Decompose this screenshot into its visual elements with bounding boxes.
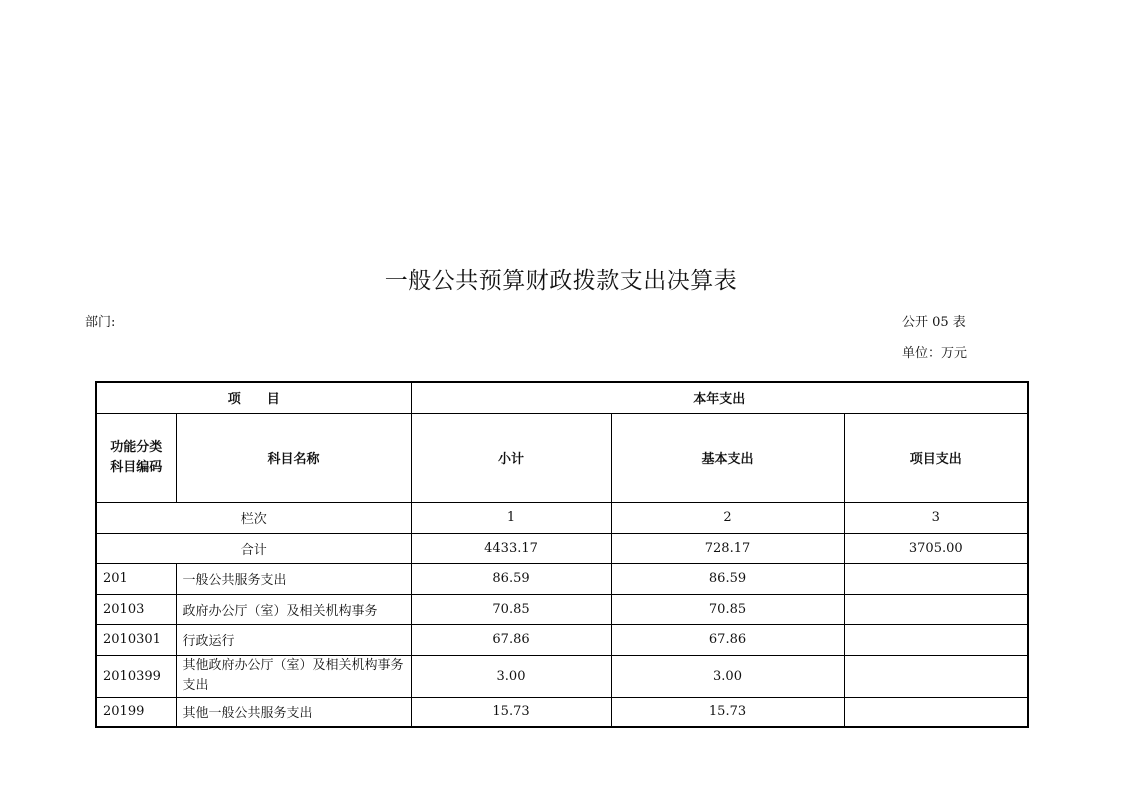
- table-row: [96, 594, 1028, 624]
- row-code: 201: [96, 563, 176, 594]
- table-row: [96, 624, 1028, 655]
- column-number-1: 1: [411, 502, 611, 533]
- row-code: 20103: [96, 594, 176, 624]
- row-code: 2010301: [96, 624, 176, 655]
- header-item: 项 目: [96, 382, 411, 413]
- form-number: 公开 05 表: [902, 315, 966, 330]
- table-row: [96, 697, 1028, 727]
- row-subtotal: 86.59: [411, 563, 611, 594]
- row-subtotal: 3.00: [411, 655, 611, 697]
- total-row: [96, 533, 1028, 563]
- header-name: 科目名称: [176, 413, 411, 502]
- row-name: 其他一般公共服务支出: [176, 697, 411, 727]
- row-basic: 15.73: [611, 697, 844, 727]
- total-project: 3705.00: [844, 533, 1028, 563]
- column-number-3: 3: [844, 502, 1028, 533]
- table-row: [96, 563, 1028, 594]
- total-label: 合计: [96, 533, 411, 563]
- row-project: [844, 697, 1028, 727]
- row-project: [844, 624, 1028, 655]
- row-name: 其他政府办公厅（室）及相关机构事务支出: [176, 655, 411, 697]
- row-basic: 3.00: [611, 655, 844, 697]
- row-code: 2010399: [96, 655, 176, 697]
- row-project: [844, 563, 1028, 594]
- document-title: 一般公共预算财政拨款支出决算表: [384, 268, 738, 294]
- row-subtotal: 70.85: [411, 594, 611, 624]
- column-number-label: 栏次: [96, 502, 411, 533]
- header-basic: 基本支出: [611, 413, 844, 502]
- row-subtotal: 15.73: [411, 697, 611, 727]
- header-code: 功能分类科目编码: [96, 413, 176, 502]
- row-basic: 86.59: [611, 563, 844, 594]
- header-project: 项目支出: [844, 413, 1028, 502]
- row-name: 一般公共服务支出: [176, 563, 411, 594]
- row-name: 行政运行: [176, 624, 411, 655]
- column-number-2: 2: [611, 502, 844, 533]
- expenditure-table: [95, 381, 1029, 728]
- header-row-2: [96, 413, 1028, 502]
- total-basic: 728.17: [611, 533, 844, 563]
- total-subtotal: 4433.17: [411, 533, 611, 563]
- header-subtotal: 小计: [411, 413, 611, 502]
- row-code: 20199: [96, 697, 176, 727]
- header-current-year: 本年支出: [411, 382, 1028, 413]
- table-row: [96, 655, 1028, 697]
- row-name: 政府办公厅（室）及相关机构事务: [176, 594, 411, 624]
- row-basic: 67.86: [611, 624, 844, 655]
- header-row-1: [96, 382, 1028, 413]
- row-basic: 70.85: [611, 594, 844, 624]
- column-number-row: [96, 502, 1028, 533]
- row-subtotal: 67.86: [411, 624, 611, 655]
- department-label: 部门:: [85, 315, 116, 330]
- row-project: [844, 594, 1028, 624]
- unit-label: 单位：万元: [902, 346, 968, 361]
- row-project: [844, 655, 1028, 697]
